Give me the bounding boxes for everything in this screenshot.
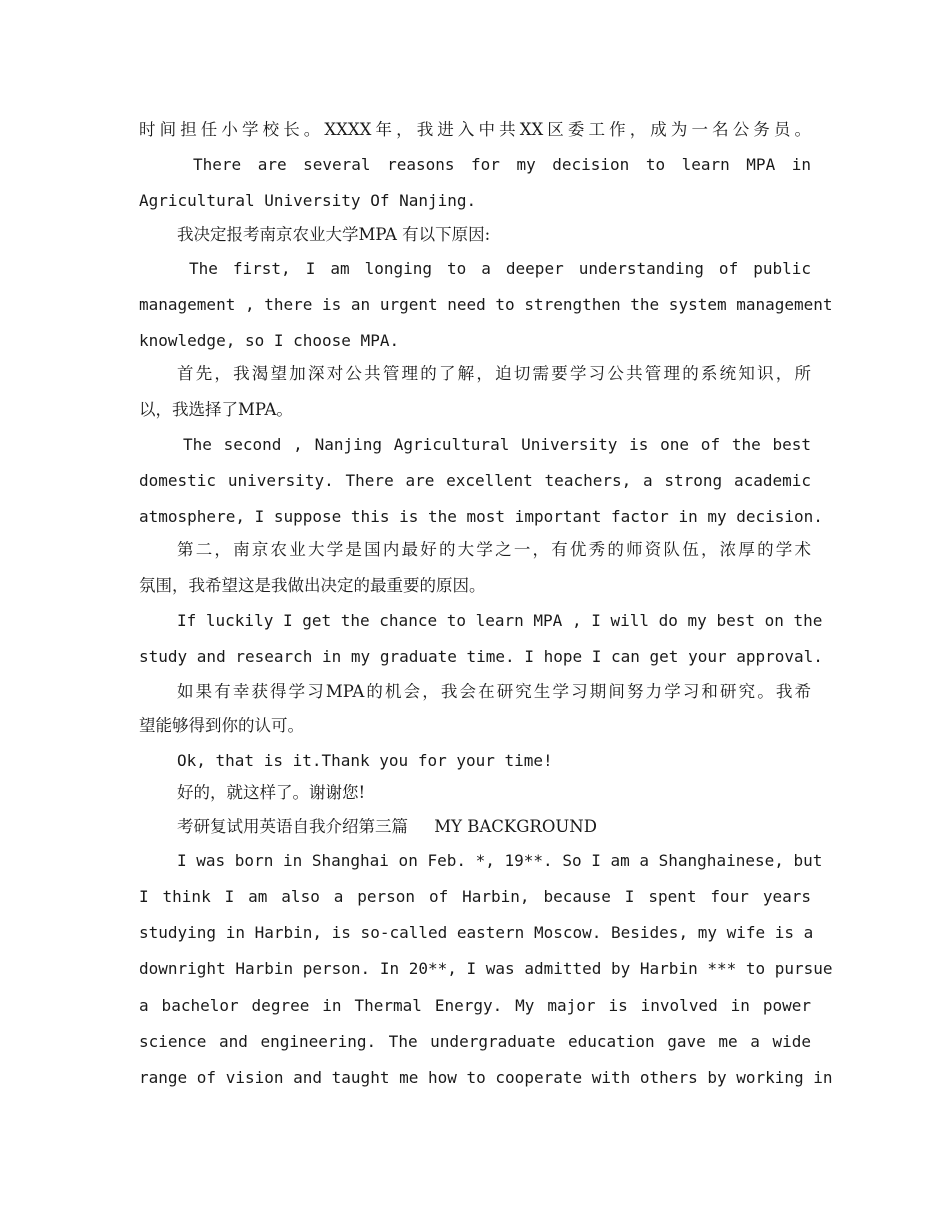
text-line: domestic university. There are excellent teachers, a strong academic — [139, 471, 811, 490]
text-line: Agricultural University Of Nanjing. — [139, 191, 477, 210]
text-line: 望能够得到你的认可。 — [139, 716, 304, 735]
text-line: atmosphere, I suppose this is the most important factor in my decision. — [139, 507, 823, 526]
text-line: The second , Nanjing Agricultural University is one of the best — [183, 435, 811, 454]
text-line: 以，我选择了MPA。 — [139, 400, 293, 419]
text-line: I think I am also a person of Harbin, because I spent four years — [139, 887, 811, 906]
text-line: The first, I am longing to a deeper understanding of public — [189, 259, 811, 278]
text-line: a bachelor degree in Thermal Energy. My major is involved in power — [139, 996, 811, 1015]
text-line: 如果有幸获得学习MPA的机会，我会在研究生学习期间努力学习和研究。我希 — [177, 682, 811, 701]
text-line: management , there is an urgent need to strengthen the system management — [139, 295, 833, 314]
text-line: If luckily I get the chance to learn MPA , I will do my best on the — [177, 611, 823, 630]
text-line: science and engineering. The undergraduate education gave me a wide — [139, 1032, 811, 1051]
text-line: studying in Harbin, is so-called eastern Moscow. Besides, my wife is a — [139, 923, 814, 942]
text-line: study and research in my graduate time. I hope I can get your approval. — [139, 647, 823, 666]
text-line: 好的，就这样了。谢谢您! — [177, 783, 366, 802]
text-line: 氛围，我希望这是我做出决定的最重要的原因。 — [139, 576, 486, 595]
text-line: range of vision and taught me how to cooperate with others by working in — [139, 1068, 833, 1087]
section-heading: 考研复试用英语自我介绍第三篇 MY BACKGROUND — [177, 817, 597, 836]
text-line: There are several reasons for my decision to learn MPA in — [193, 155, 811, 174]
text-line: I was born in Shanghai on Feb. *, 19**. So I am a Shanghainese, but — [177, 851, 823, 870]
text-line: 时间担任小学校长。XXXX年，我进入中共XX区委工作，成为一名公务员。 — [139, 120, 811, 139]
text-line: knowledge, so I choose MPA. — [139, 331, 400, 350]
text-line: 第二，南京农业大学是国内最好的大学之一，有优秀的师资队伍，浓厚的学术 — [177, 540, 811, 559]
text-line: 我决定报考南京农业大学MPA 有以下原因: — [177, 225, 491, 244]
text-line: 首先，我渴望加深对公共管理的了解，迫切需要学习公共管理的系统知识，所 — [177, 364, 811, 383]
text-line: downright Harbin person. In 20**, I was admitted by Harbin *** to pursue — [139, 959, 833, 978]
text-line: Ok, that is it.Thank you for your time! — [177, 751, 553, 770]
